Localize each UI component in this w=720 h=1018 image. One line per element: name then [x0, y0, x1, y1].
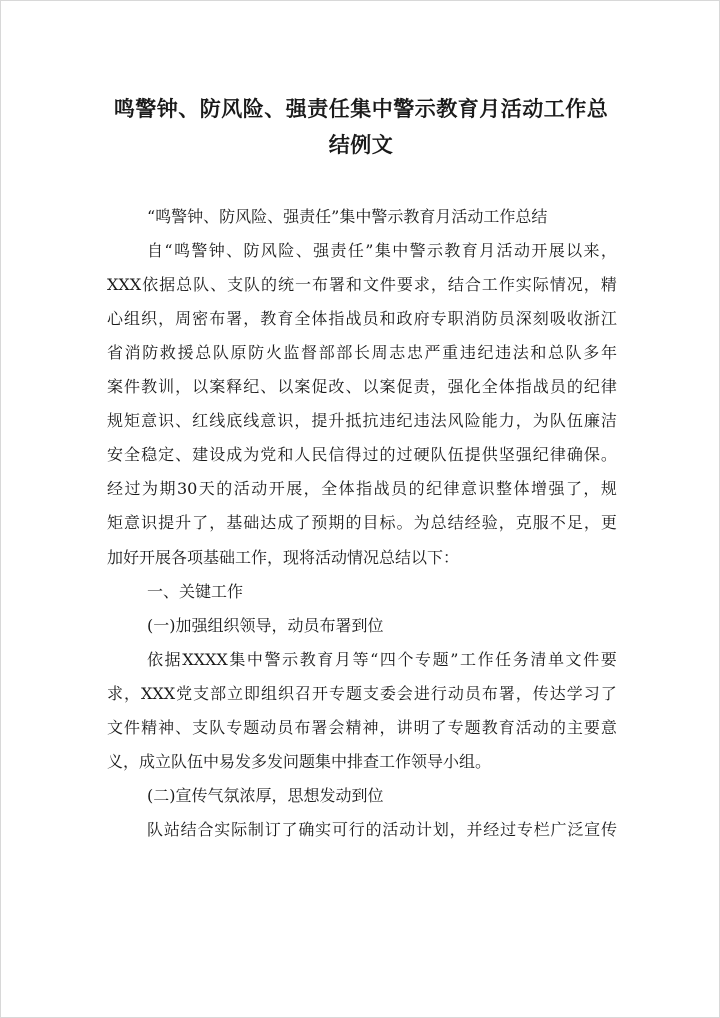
body-line: XXX 依 据 总 队 、 支 队 的 统 一 布 署 和 文 件 要 求 ， 结 合 工 作 实 际 情 况 ， 精: [107, 275, 617, 295]
body-line: 省 消 防 救 援 总 队 原 防 火 监 督 部 部 长 周 志 忠 严 重 违 纪 违 法 和 总 队 多 年: [107, 343, 617, 363]
body-line: 求 ， XXX 党 支 部 立 即 组 织 召 开 专 题 支 委 会 进 行 动 员 布 署 ， 传 达 学 习 了: [107, 683, 617, 703]
body-line: “鸣警钟、防风险、强责任”集中警示教育月活动工作总结: [147, 207, 548, 226]
body-line: 规 矩 意 识 、 红 线 底 线 意 识 ， 提 升 抵 抗 违 纪 违 法 风 险 能 力 ， 为 队 伍 廉 洁: [107, 411, 617, 431]
body-line: 加好开展各项基础工作，现将活动情况总结以下：: [107, 547, 460, 567]
body-line: (一)加强组织领导，动员布署到位: [147, 615, 384, 635]
body-line: 义，成立队伍中易发多发问题集中排查工作领导小组。: [107, 751, 492, 771]
body-line: 队 站 结 合 实 际 制 订 了 确 实 可 行 的 活 动 计 划 ， 并 经 过 专 栏 广 泛 宣 传: [147, 819, 617, 839]
body-line: (二)宣传气氛浓厚，思想发动到位: [147, 785, 384, 805]
body-line: 依 据 XXXX 集 中 警 示 教 育 月 等 “ 四 个 专 题 ” 工 作 任 务 清 单 文 件 要: [147, 649, 617, 669]
body-line: 心 组 织 ， 周 密 布 署 ， 教 育 全 体 指 战 员 和 政 府 专 职 消 防 员 深 刻 吸 收 浙 江: [107, 309, 617, 329]
body-line: 安 全 稳 定 、 建 设 成 为 党 和 人 民 信 得 过 的 过 硬 队 伍 提 供 坚 强 纪 律 确 保 。: [107, 445, 617, 465]
body-line: 一、关键工作: [147, 581, 244, 601]
body-line: 矩 意 识 提 升 了 ， 基 础 达 成 了 预 期 的 目 标 。 为 总 结 经 验 ， 克 服 不 足 ， 更: [107, 513, 617, 533]
body-line: 案 件 教 训 ， 以 案 释 纪 、 以 案 促 改 、 以 案 促 责 ， 强 化 全 体 指 战 员 的 纪 律: [107, 377, 617, 397]
body-line: 自 “ 鸣 警 钟 、 防 风 险 、 强 责 任 ” 集 中 警 示 教 育 月 活 动 开 展 以 来 ，: [147, 241, 617, 261]
document-title-line-1: 鸣警钟、防风险、强责任集中警示教育月活动工作总: [113, 96, 609, 121]
document-title-line-2: 结例文: [328, 132, 394, 157]
body-line: 文 件 精 神 、 支 队 专 题 动 员 布 署 会 精 神 ， 讲 明 了 专 题 教 育 活 动 的 主 要 意: [107, 717, 617, 737]
body-line: 经 过 为 期 30 天 的 活 动 开 展 ， 全 体 指 战 员 的 纪 律 意 识 整 体 增 强 了 ， 规: [107, 479, 617, 499]
